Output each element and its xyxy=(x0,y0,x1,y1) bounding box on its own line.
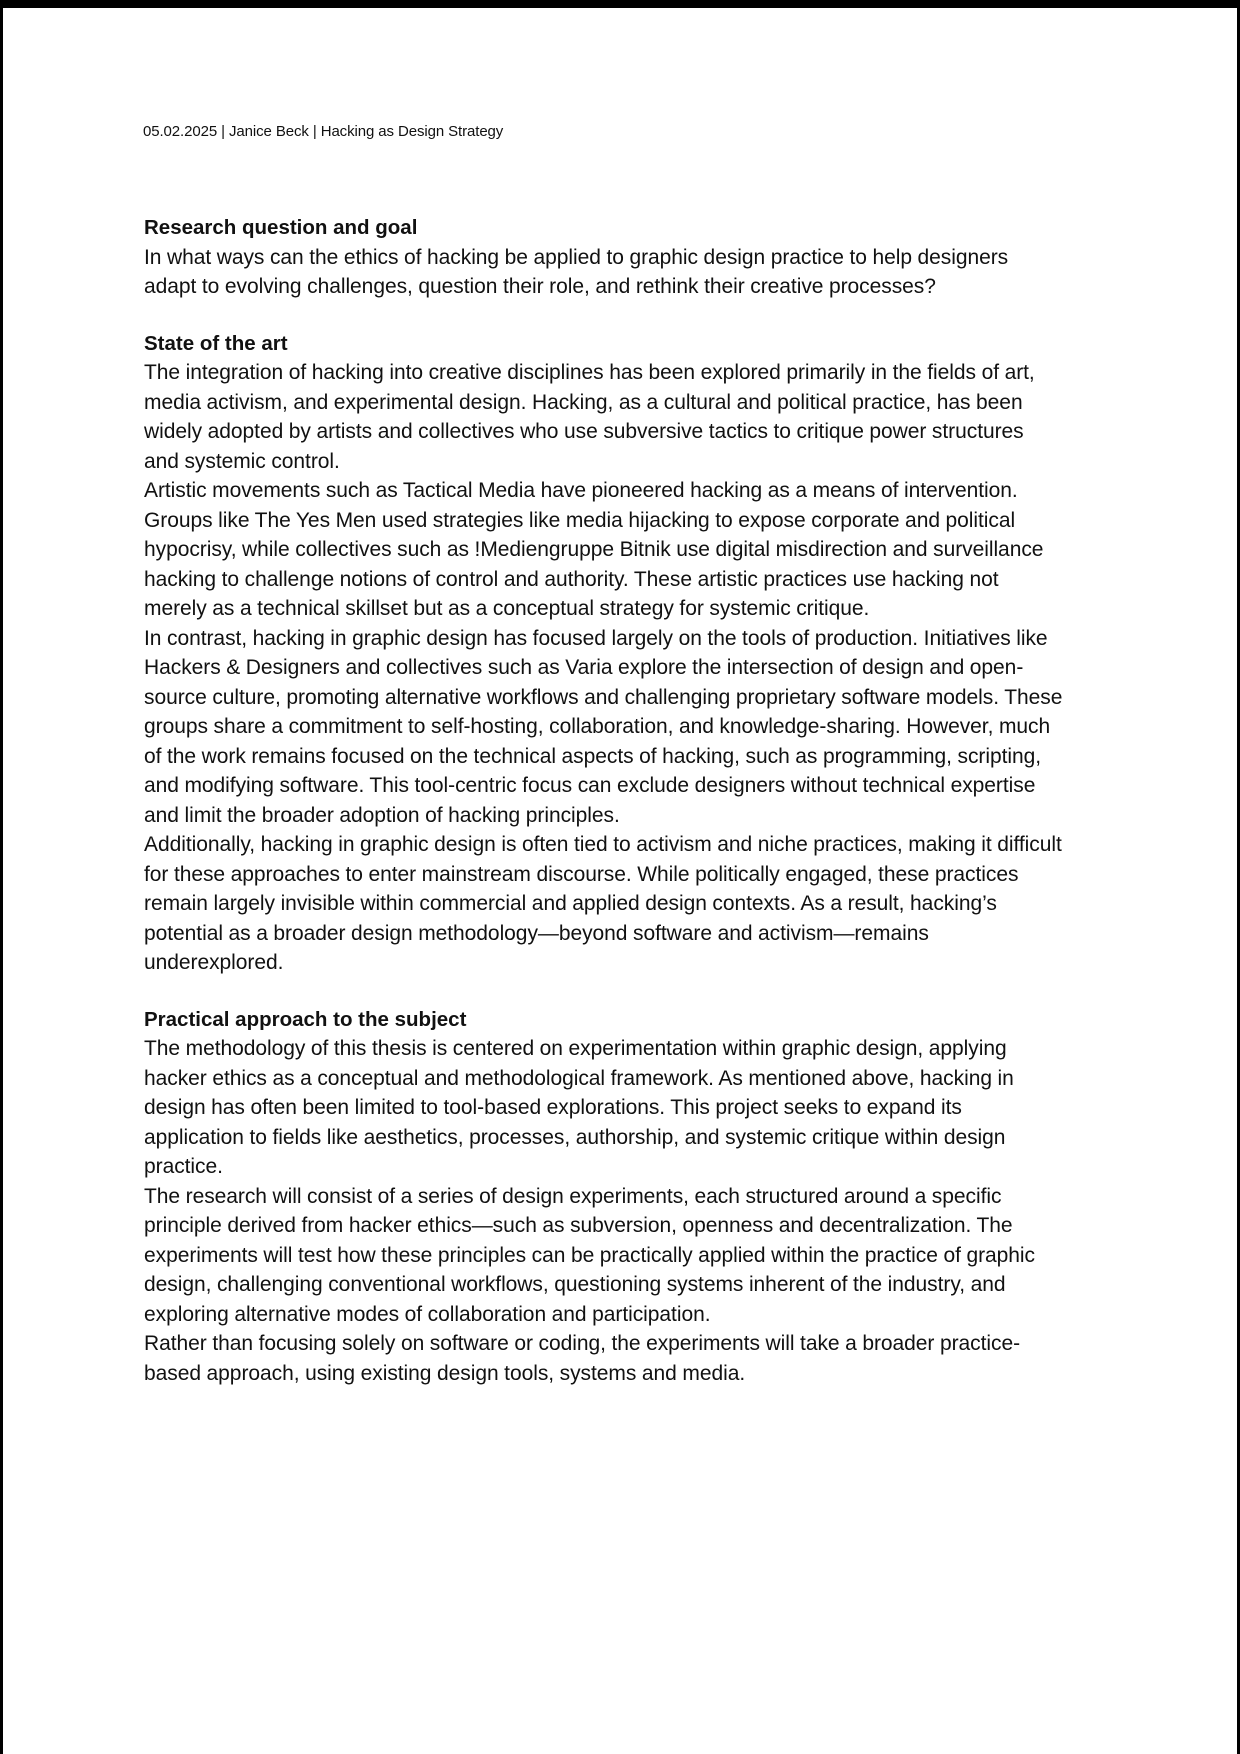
paragraph: The integration of hacking into creative disciplines has been explored primarily in the fields of art, media activism, and experimental design. Hacking, as a cultural and political practice, has been widely adopted by artists and collectives who use subversive tactics to critique power structures and systemic control. xyxy=(144,361,1035,473)
paragraph: Additionally, hacking in graphic design is often tied to activism and niche practices, making it difficult for these approaches to enter mainstream discourse. While politically engaged, these practices remain largely invisible within commercial and applied design contexts. As a result, hacking’s potential as a broader design methodology—beyond software and activism—remains underexplored. xyxy=(144,833,1062,974)
section-heading: Research question and goal xyxy=(144,216,418,239)
page-header: 05.02.2025 | Janice Beck | Hacking as Design Strategy xyxy=(143,123,504,140)
scan-left-border xyxy=(0,8,3,1754)
paragraph: In contrast, hacking in graphic design has focused largely on the tools of production. Initiatives like Hackers & Designers and collectives such as Varia explore the intersection of design and open-source culture, promoting alternative workflows and challenging proprietary software models. These groups share a commitment to self-hosting, collaboration, and knowledge-sharing. However, much of the work remains focused on the technical aspects of hacking, such as programming, scripting, and modifying software. This tool-centric focus can exclude designers without technical expertise and limit the broader adoption of hacking principles. xyxy=(144,626,1063,827)
document-body xyxy=(144,213,1064,1415)
section-heading: Practical approach to the subject xyxy=(144,1007,467,1031)
paragraph: The research will consist of a series of design experiments, each structured around a specific principle derived from hacker ethics—such as subversion, openness and decentralization. The experiments will test how these principles can be practically applied within the practice of graphic design, challenging conventional workflows, questioning systems inherent of the industry, and exploring alternative modes of collaboration and participation. xyxy=(144,1184,1035,1326)
paragraph: In what ways can the ethics of hacking be applied to graphic design practice to help designers adapt to evolving challenges, question their role, and rethink their creative processes? xyxy=(144,245,1009,298)
scan-top-border xyxy=(0,0,1240,8)
section-research-question xyxy=(144,213,1064,302)
section-state-of-the-art xyxy=(144,329,1064,978)
section-practical-approach xyxy=(144,1005,1064,1389)
paragraph: The methodology of this thesis is centered on experimentation within graphic design, applying hacker ethics as a conceptual and methodological framework. As mentioned above, hacking in design has often been limited to tool-based explorations. This project seeks to expand its application to fields like aesthetics, processes, authorship, and systemic critique within design practice. xyxy=(144,1037,1014,1178)
paragraph: Artistic movements such as Tactical Media have pioneered hacking as a means of intervention. Groups like The Yes Men used strategies like media hijacking to expose corporate and political hypocrisy, while collectives such as !Mediengruppe Bitnik use digital misdirection and surveillance hacking to challenge notions of control and authority. These artistic practices use hacking not merely as a technical skillset but as a conceptual strategy for systemic critique. xyxy=(144,479,1044,620)
paragraph: Rather than focusing solely on software or coding, the experiments will take a broader practice-based approach, using existing design tools, systems and media. xyxy=(144,1332,1021,1385)
section-heading: State of the art xyxy=(144,331,288,355)
